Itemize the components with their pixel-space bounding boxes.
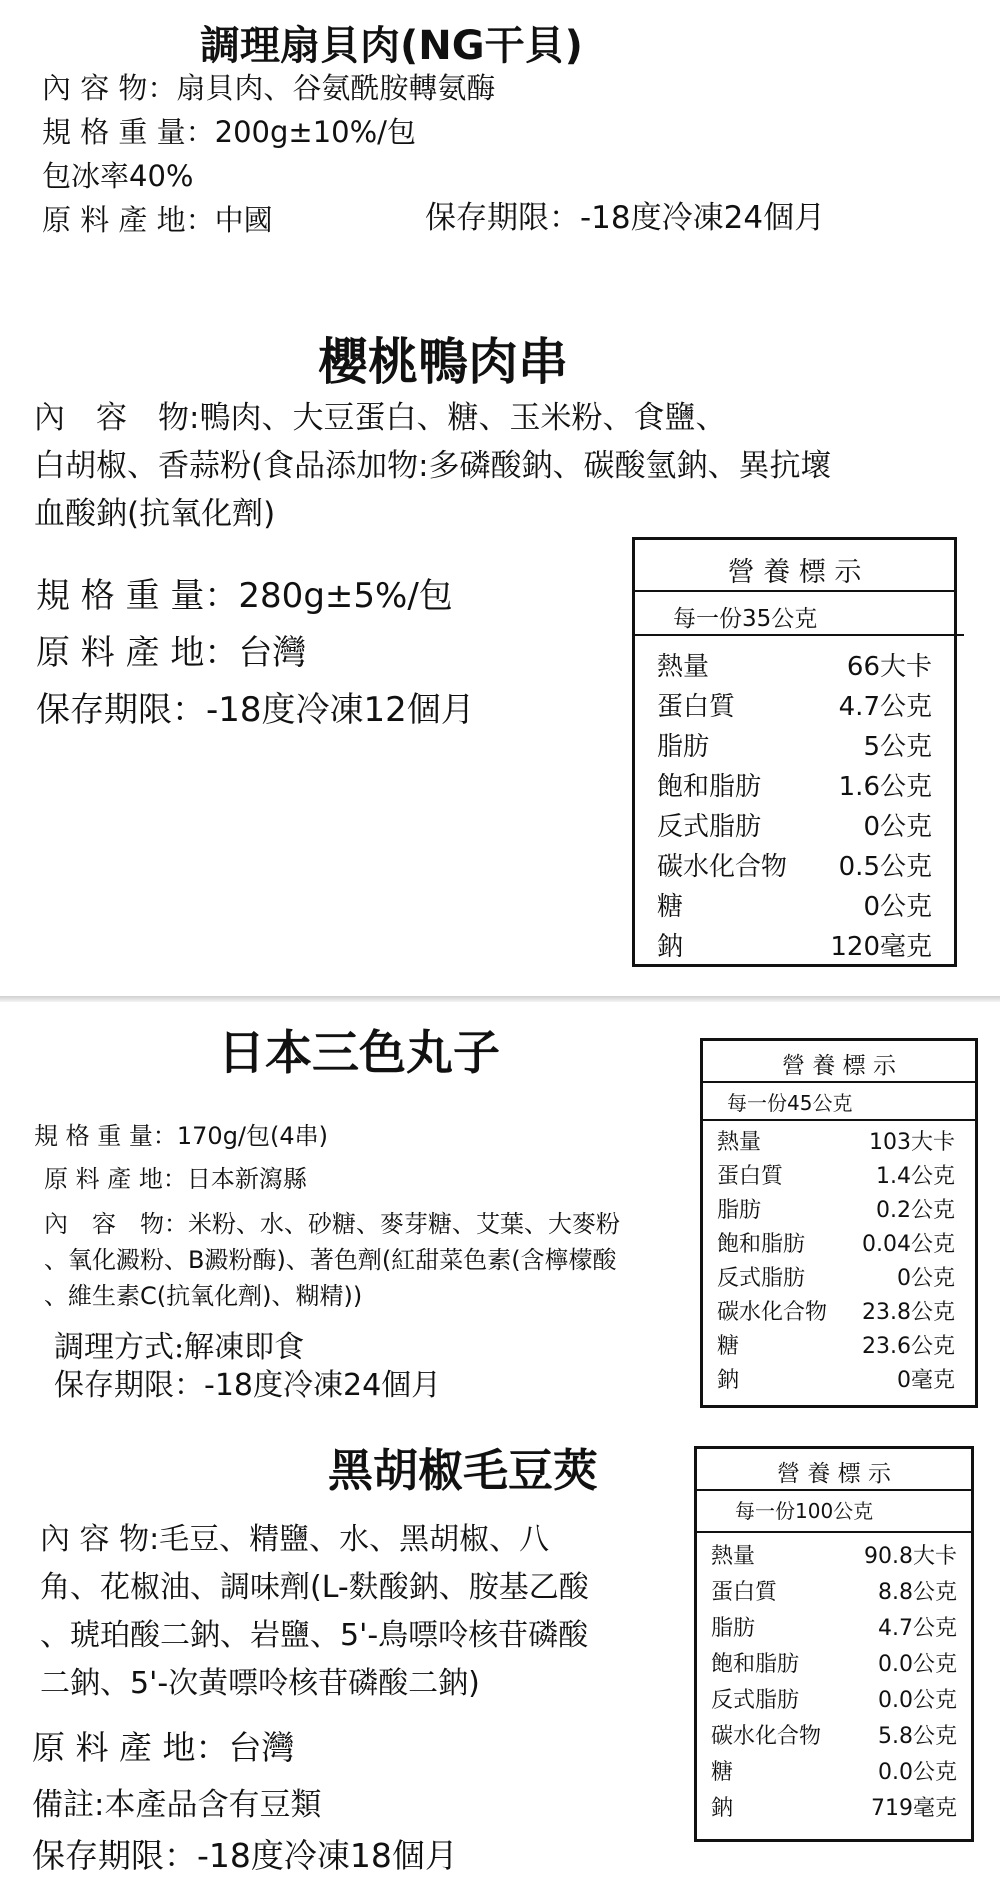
origin-line: 原 料 產 地：日本新瀉縣 — [44, 1165, 307, 1193]
nutrient-name: 脂肪 — [717, 1198, 762, 1223]
nutrient-name: 鈉 — [717, 1368, 740, 1393]
nutrient-value: 5.8公克 — [878, 1724, 957, 1749]
nutrient-name: 反式脂肪 — [711, 1688, 800, 1713]
nutrient-value: 0.2公克 — [876, 1198, 955, 1223]
nutrition-table — [700, 1038, 978, 1408]
nutrient-value: 0.04公克 — [862, 1232, 955, 1257]
nutrient-value: 66大卡 — [846, 652, 932, 682]
serving-size: 每一份100公克 — [735, 1499, 874, 1523]
contents-line-1: 內 容 物:鴨肉、大豆蛋白、糖、玉米粉、食鹽、 — [34, 400, 727, 436]
nutrient-name: 碳水化合物 — [717, 1300, 828, 1325]
nutrient-value: 23.6公克 — [862, 1334, 955, 1359]
nutrient-name: 碳水化合物 — [657, 852, 788, 882]
nutrient-name: 蛋白質 — [711, 1580, 778, 1605]
shelf-life-line: 保存期限：-18度冷凍24個月 — [425, 200, 826, 236]
nutrient-value: 4.7公克 — [878, 1616, 957, 1641]
product-title: 黑胡椒毛豆莢 — [328, 1444, 599, 1497]
nutrient-value: 23.8公克 — [862, 1300, 955, 1325]
nutrient-name: 糖 — [657, 892, 684, 922]
note-line: 備註:本產品含有豆類 — [32, 1787, 322, 1823]
nutrient-name: 糖 — [717, 1334, 740, 1359]
shelf-life-line: 保存期限：-18度冷凍18個月 — [32, 1836, 458, 1875]
nutrient-name: 飽和脂肪 — [717, 1232, 806, 1257]
shelf-life-line: 保存期限：-18度冷凍24個月 — [54, 1368, 442, 1403]
product-title: 調理扇貝肉(NG干貝) — [200, 23, 583, 69]
nutrient-value: 0公克 — [863, 812, 932, 842]
nutrient-value: 4.7公克 — [838, 692, 932, 722]
origin-line: 原 料 產 地：台灣 — [36, 633, 307, 673]
nutrient-name: 飽和脂肪 — [657, 772, 762, 802]
shelf-life-line: 保存期限：-18度冷凍12個月 — [36, 690, 475, 730]
nutrient-name: 蛋白質 — [717, 1164, 784, 1189]
nutrient-value: 1.4公克 — [876, 1164, 955, 1189]
nutrient-value: 0公克 — [897, 1266, 955, 1291]
contents-line-2: 角、花椒油、調味劑(L-麩酸鈉、胺基乙酸 — [40, 1570, 589, 1605]
nutrient-name: 飽和脂肪 — [711, 1652, 800, 1677]
nutrient-name: 熱量 — [717, 1130, 762, 1155]
product-title: 日本三色丸子 — [218, 1026, 500, 1081]
nutrient-value: 0公克 — [863, 892, 932, 922]
nutrient-name: 碳水化合物 — [711, 1724, 822, 1749]
nutrient-value: 8.8公克 — [878, 1580, 957, 1605]
nutrient-name: 反式脂肪 — [657, 812, 762, 842]
nutrition-header: 營 養 標 示 — [727, 557, 862, 588]
product-title: 櫻桃鴨肉串 — [318, 333, 568, 391]
nutrient-value: 120毫克 — [830, 932, 932, 962]
nutrient-value: 90.8大卡 — [864, 1544, 957, 1569]
ice-rate-line: 包冰率40% — [42, 159, 194, 193]
contents-line-3: 、琥珀酸二鈉、岩鹽、5'-鳥嘌呤核苷磷酸 — [40, 1618, 589, 1653]
nutrient-value: 1.6公克 — [838, 772, 932, 802]
nutrient-value: 0.5公克 — [838, 852, 932, 882]
weight-line: 規 格 重 量：170g/包(4串) — [34, 1122, 329, 1150]
nutrition-header: 營 養 標 示 — [782, 1053, 896, 1079]
nutrient-name: 蛋白質 — [657, 692, 736, 722]
contents-line-1: 內 容 物:毛豆、精鹽、水、黑胡椒、八 — [40, 1522, 550, 1557]
nutrient-name: 熱量 — [657, 652, 710, 682]
nutrient-name: 糖 — [711, 1760, 734, 1785]
nutrient-value: 0.0公克 — [878, 1652, 957, 1677]
weight-line: 規 格 重 量：280g±5%/包 — [36, 576, 453, 616]
nutrient-name: 脂肪 — [711, 1616, 756, 1641]
nutrition-table — [632, 537, 957, 967]
nutrient-value: 103大卡 — [869, 1130, 955, 1155]
contents-line-4: 二鈉、5'-次黃嘌呤核苷磷酸二鈉) — [40, 1666, 480, 1701]
nutrition-table — [694, 1446, 974, 1842]
nutrient-value: 719毫克 — [871, 1796, 957, 1821]
duck-section — [0, 300, 1000, 996]
nutrient-name: 熱量 — [711, 1544, 756, 1569]
weight-line: 規 格 重 量：200g±10%/包 — [42, 115, 416, 149]
contents-line-3: 血酸鈉(抗氧化劑) — [34, 496, 276, 532]
dango-section — [0, 1002, 1000, 1422]
contents-line-2: 、氧化澱粉、Β澱粉酶)、著色劑(紅甜菜色素(含檸檬酸 — [44, 1246, 617, 1274]
scallop-section — [0, 0, 1000, 300]
nutrient-value: 0.0公克 — [878, 1760, 957, 1785]
origin-line: 原 料 產 地：台灣 — [32, 1728, 295, 1767]
nutrient-value: 5公克 — [863, 732, 932, 762]
nutrient-value: 0毫克 — [897, 1368, 955, 1393]
nutrient-name: 鈉 — [711, 1796, 734, 1821]
contents-line-2: 白胡椒、香蒜粉(食品添加物:多磷酸鈉、碳酸氫鈉、異抗壞 — [34, 448, 832, 484]
serving-size: 每一份35公克 — [673, 606, 818, 632]
nutrient-name: 反式脂肪 — [717, 1266, 806, 1291]
nutrient-name: 鈉 — [657, 932, 684, 962]
contents-line: 內 容 物：扇貝肉、谷氨酰胺轉氨酶 — [42, 71, 496, 105]
origin-line: 原 料 產 地：中國 — [42, 203, 273, 237]
contents-line-3: 、維生素C(抗氧化劑)、糊精)) — [44, 1282, 363, 1310]
serving-size: 每一份45公克 — [727, 1091, 853, 1115]
prep-method-line: 調理方式:解凍即食 — [54, 1330, 305, 1365]
nutrient-value: 0.0公克 — [878, 1688, 957, 1713]
nutrient-name: 脂肪 — [657, 732, 710, 762]
edamame-section — [0, 1422, 1000, 1875]
nutrition-header: 營 養 標 示 — [777, 1461, 891, 1487]
contents-line-1: 內 容 物：米粉、水、砂糖、麥芽糖、艾葉、大麥粉 — [44, 1210, 620, 1238]
